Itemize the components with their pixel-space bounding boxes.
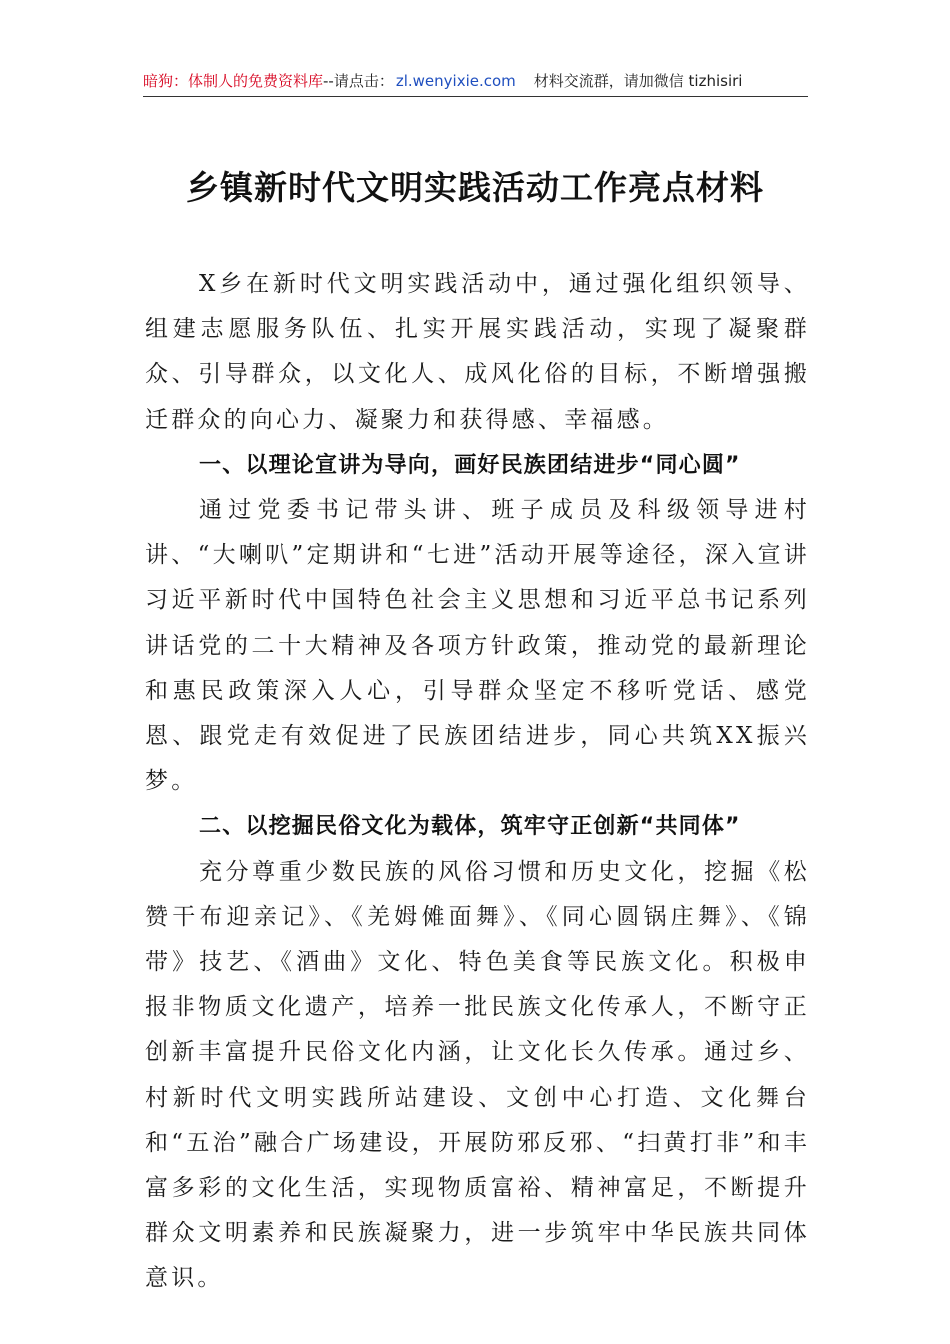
- document-title: 乡镇新时代文明实践活动工作亮点材料: [186, 168, 764, 207]
- header-url-link[interactable]: zl.wenyixie.com: [395, 72, 516, 90]
- section-1-heading: 一、以理论宣讲为导向，画好民族团结进步“同心圆”: [199, 452, 741, 478]
- section-1-paragraph: 通过党委书记带头讲、班子成员及科级领导进村讲、“大喇叭”定期讲和“七进”活动开展等途径，深入宣讲习近平新时代中国特色社会主义思想和习近平总书记系列讲话党的二十大精神及各项方针政策，推动党的最新理论和惠民政策深入人心，引导群众坚定不移听党话、感党恩、跟党走有效促进了民族团结进步，同心共筑XX振兴梦。: [145, 497, 810, 795]
- section-2-paragraph: 充分尊重少数民族的风俗习惯和历史文化，挖掘《松赞干布迎亲记》、《羌姆傩面舞》、《同心圆锅庄舞》、《锦带》技艺、《酒曲》文化、特色美食等民族文化。积极申报非物质文化遗产，培养一批民族文化传承人，不断守正创新丰富提升民俗文化内涵，让文化长久传承。通过乡、村新时代文明实践所站建设、文创中心打造、文化舞台和“五治”融合广场建设，开展防邪反邪、“扫黄打非”和丰富多彩的文化生活，实现物质富裕、精神富足，不断提升群众文明素养和民族凝聚力，进一步筑牢中华民族共同体意识。: [145, 858, 810, 1292]
- intro-paragraph: X乡在新时代文明实践活动中，通过强化组织领导、组建志愿服务队伍、扎实开展实践活动，实现了凝聚群众、引导群众，以文化人、成风化俗的目标，不断增强搬迁群众的向心力、凝聚力和获得感、幸福感。: [145, 271, 810, 433]
- section-2-heading: 二、以挖掘民俗文化为载体，筑牢守正创新“共同体”: [199, 814, 741, 840]
- header-brand-text: 暗狗：体制人的免费资料库: [143, 72, 324, 90]
- document-body: [145, 262, 810, 1302]
- page-header-banner: [143, 66, 808, 97]
- header-wechat-text: 材料交流群，请加微信 tizhisiri: [533, 72, 743, 90]
- header-prompt-text: --请点击：: [323, 72, 394, 90]
